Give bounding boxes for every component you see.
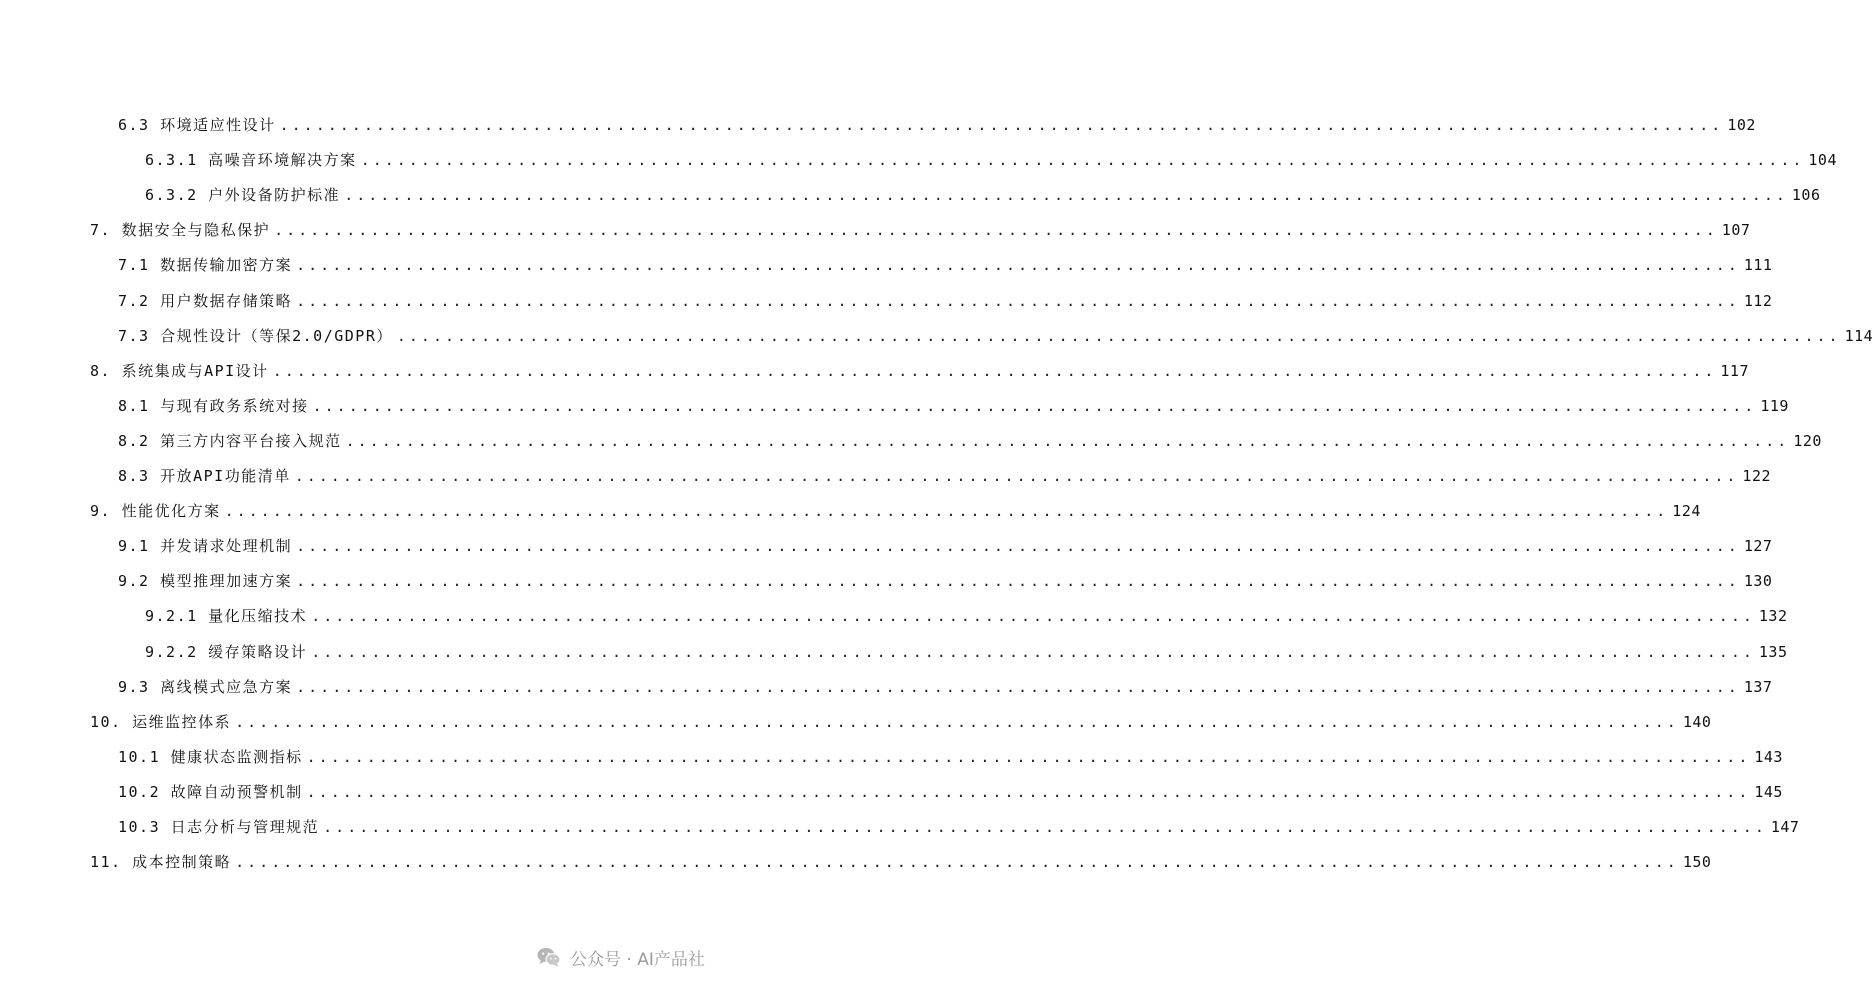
toc-entry-page: 107 bbox=[1721, 221, 1751, 240]
toc-entry-label: 9.1 并发请求处理机制 bbox=[118, 537, 293, 556]
toc-entry bbox=[90, 499, 1701, 523]
toc-entry bbox=[145, 604, 1788, 628]
toc-entry-label: 9.2.1 量化压缩技术 bbox=[145, 607, 308, 626]
toc-entry-label: 10.2 故障自动预警机制 bbox=[118, 782, 303, 801]
toc-entry-label: 9.2 模型推理加速方案 bbox=[118, 572, 293, 591]
toc-entry bbox=[145, 148, 1837, 172]
toc-leader-dots: ........................................................................................................................ bbox=[224, 502, 1669, 521]
toc-entry-page: 135 bbox=[1758, 642, 1788, 661]
toc-leader-dots: ........................................................................................................................ bbox=[294, 467, 1739, 485]
toc-entry-label: 10.1 健康状态监测指标 bbox=[118, 747, 303, 766]
toc-entry-page: 102 bbox=[1727, 116, 1756, 134]
toc-entry-page: 120 bbox=[1793, 431, 1822, 450]
toc-entry-label: 9. 性能优化方案 bbox=[90, 502, 221, 521]
toc-entry bbox=[118, 113, 1756, 137]
toc-leader-dots: ........................................................................................................................ bbox=[272, 361, 1717, 380]
toc-entry-label: 7.2 用户数据存储策略 bbox=[118, 291, 293, 310]
toc-entry-label: 8.1 与现有政务系统对接 bbox=[118, 396, 309, 415]
toc-leader-dots: ........................................................................................................................ bbox=[296, 291, 1740, 310]
toc-entry-page: 137 bbox=[1743, 677, 1773, 696]
toc-entry-label: 10.3 日志分析与管理规范 bbox=[118, 818, 320, 836]
toc-entry-label: 8. 系统集成与API设计 bbox=[90, 361, 269, 380]
toc-leader-dots: ........................................................................................................................ bbox=[344, 186, 1788, 205]
toc-entry-label: 9.3 离线模式应急方案 bbox=[118, 677, 293, 696]
toc-entry bbox=[118, 429, 1822, 453]
toc-entry bbox=[118, 745, 1783, 769]
toc-entry-page: 104 bbox=[1808, 151, 1837, 170]
toc-entry-label: 8.3 开放API功能清单 bbox=[118, 467, 291, 485]
toc-entry bbox=[118, 815, 1800, 839]
toc-entry-page: 150 bbox=[1682, 853, 1712, 872]
toc-entry bbox=[118, 289, 1773, 313]
toc-entry bbox=[118, 675, 1773, 699]
toc-leader-dots: ........................................................................................................................ bbox=[312, 396, 1757, 415]
toc-entry-page: 124 bbox=[1672, 502, 1701, 521]
toc-entry-page: 145 bbox=[1754, 782, 1783, 801]
toc-leader-dots: ........................................................................................................................ bbox=[306, 782, 1751, 801]
toc-entry-page: 122 bbox=[1742, 467, 1772, 485]
toc-leader-dots: ........................................................................................................................ bbox=[274, 221, 1718, 240]
toc-leader-dots: ........................................................................................................................ bbox=[306, 747, 1751, 766]
toc-entry bbox=[118, 569, 1773, 593]
toc-entry-page: 112 bbox=[1743, 291, 1773, 310]
toc-leader-dots: ........................................................................................................................ bbox=[396, 326, 1841, 345]
toc-entry-label: 9.2.2 缓存策略设计 bbox=[145, 642, 308, 661]
toc-entry bbox=[118, 534, 1773, 558]
toc-entry-label: 6.3 环境适应性设计 bbox=[118, 116, 276, 134]
toc-entry bbox=[145, 640, 1788, 664]
toc-leader-dots: ........................................................................................................................ bbox=[323, 818, 1767, 836]
toc-entry bbox=[118, 253, 1773, 277]
toc-entry-page: 130 bbox=[1743, 572, 1773, 591]
watermark-text: 公众号 · AI产品社 bbox=[570, 949, 705, 970]
toc-entry-page: 117 bbox=[1720, 361, 1749, 380]
toc-entry-label: 7.1 数据传输加密方案 bbox=[118, 256, 293, 275]
toc-leader-dots: ........................................................................................................................ bbox=[345, 431, 1790, 450]
toc-leader-dots: ........................................................................................................................ bbox=[296, 537, 1740, 556]
toc-entry-page: 147 bbox=[1770, 818, 1800, 836]
toc-entry-page: 111 bbox=[1743, 256, 1773, 275]
toc-entry-label: 7. 数据安全与隐私保护 bbox=[90, 221, 271, 240]
toc-entry bbox=[90, 710, 1712, 734]
toc-entry-label: 6.3.1 高噪音环境解决方案 bbox=[145, 151, 357, 170]
toc-entry-label: 11. 成本控制策略 bbox=[90, 853, 232, 872]
toc-leader-dots: ........................................................................................................................ bbox=[360, 151, 1805, 170]
toc-entry-page: 119 bbox=[1760, 396, 1789, 415]
toc-leader-dots: ........................................................................................................................ bbox=[235, 853, 1679, 872]
toc-leader-dots: ........................................................................................................................ bbox=[311, 642, 1755, 661]
toc-leader-dots: ........................................................................................................................ bbox=[296, 256, 1740, 275]
watermark bbox=[536, 942, 705, 972]
toc-entry-label: 6.3.2 户外设备防护标准 bbox=[145, 186, 341, 205]
toc-leader-dots: ........................................................................................................................ bbox=[296, 677, 1740, 696]
toc-entry bbox=[145, 183, 1821, 207]
toc-entry-label: 8.2 第三方内容平台接入规范 bbox=[118, 431, 342, 450]
toc-leader-dots: ........................................................................................................................ bbox=[296, 572, 1740, 591]
toc-entry-label: 10. 运维监控体系 bbox=[90, 712, 232, 731]
toc-entry bbox=[90, 218, 1751, 242]
toc-entry-page: 127 bbox=[1743, 537, 1773, 556]
toc-entry bbox=[118, 394, 1789, 418]
toc-leader-dots: ........................................................................................................................ bbox=[235, 712, 1679, 731]
toc-entry bbox=[118, 780, 1783, 804]
toc-leader-dots: ........................................................................................................................ bbox=[311, 607, 1755, 626]
toc-entry-page: 143 bbox=[1754, 747, 1783, 766]
toc-entry bbox=[118, 464, 1772, 488]
toc-entry-page: 114 bbox=[1844, 326, 1873, 345]
wechat-icon bbox=[536, 944, 562, 970]
toc-entry bbox=[90, 850, 1712, 874]
toc-entry-page: 140 bbox=[1682, 712, 1712, 731]
toc-entry-page: 132 bbox=[1758, 607, 1788, 626]
toc-entry-label: 7.3 合规性设计（等保2.0/GDPR） bbox=[118, 326, 393, 345]
toc-leader-dots: ........................................................................................................................ bbox=[279, 116, 1724, 134]
toc-entry bbox=[90, 359, 1749, 383]
toc-entry bbox=[118, 324, 1873, 348]
toc-entry-page: 106 bbox=[1791, 186, 1821, 205]
